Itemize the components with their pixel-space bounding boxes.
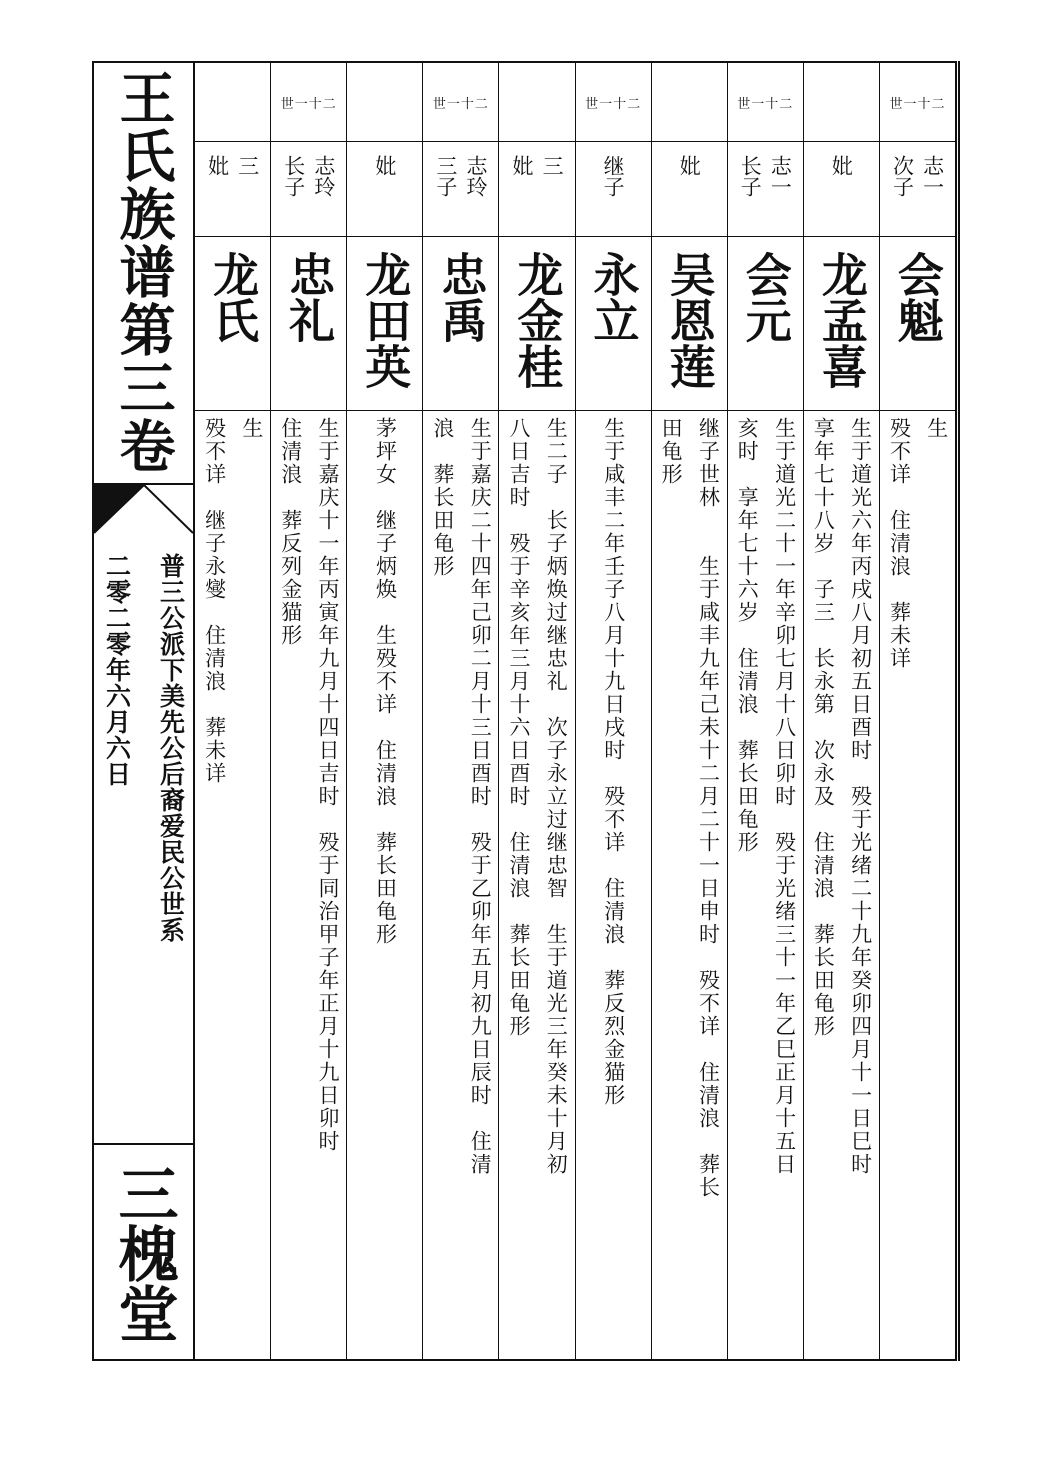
biography-line: 八日吉时 殁于辛亥年三月十六日酉时 住清浪 葬长田龟形: [506, 417, 531, 1038]
relation-text: 妣: [509, 155, 534, 176]
relation-text: 三子: [433, 155, 458, 197]
relation-cell: [271, 141, 346, 237]
person-column: [346, 63, 422, 1359]
biography-line: 生于道光六年丙戌八月初五日酉时 殁于光绪二十九年癸卯四月十一日巳时: [848, 417, 873, 1176]
biography-cell: [271, 411, 346, 1359]
relation-cell: [728, 141, 803, 237]
generation-label: 世一十二: [432, 96, 489, 112]
relation-text: 志一: [768, 155, 793, 197]
name-cell: [880, 237, 955, 411]
biography-cell: [195, 411, 270, 1359]
biography-cell: [499, 411, 574, 1359]
person-name: 吴恩莲: [662, 251, 717, 389]
generation-cell: [499, 63, 574, 142]
biography-line: 浪 葬长田龟形: [430, 417, 455, 578]
relation-cell: [195, 141, 270, 237]
biography-cell: [347, 411, 422, 1359]
biography-line: 亥时 享年七十六岁 住清浪 葬长田龟形: [735, 417, 760, 854]
biography-line: 继子世林 生于咸丰九年己未十二月二十一日申时 殁不详 住清浪 葬长: [696, 417, 721, 1199]
hall-name: 三槐堂: [108, 1163, 179, 1343]
relation-text: 志一: [920, 155, 945, 197]
name-cell: [804, 237, 879, 411]
biography-line: 茅坪女 继子炳焕 生殁不详 住清浪 葬长田龟形: [373, 417, 398, 946]
generation-cell: [576, 63, 651, 142]
generation-label: 世一十二: [737, 96, 794, 112]
generation-cell: [804, 63, 879, 142]
relation-text: 妣: [677, 155, 702, 176]
hall-name-area: [94, 1143, 193, 1361]
relation-cell: [880, 141, 955, 237]
biography-cell: [804, 411, 879, 1359]
compile-date: 二零二零年六月六日: [102, 553, 132, 787]
relation-text: 妣: [372, 155, 397, 176]
relation-text: 三: [235, 155, 260, 176]
biography-line: 住清浪 葬反列金猫形: [278, 417, 303, 647]
generation-label: 世一十二: [889, 96, 946, 112]
relation-text: 长子: [281, 155, 306, 197]
relation-cell: [576, 141, 651, 237]
person-name: 龙孟喜: [814, 251, 869, 389]
generation-cell: [652, 63, 727, 142]
person-column: [422, 63, 498, 1359]
person-column: [270, 63, 346, 1359]
person-column: [575, 63, 651, 1359]
subtitle-area: [94, 543, 193, 1138]
relation-cell: [499, 141, 574, 237]
relation-text: 志玲: [464, 155, 489, 197]
relation-text: 继子: [601, 155, 626, 197]
book-title-area: [94, 63, 193, 483]
biography-cell: [652, 411, 727, 1359]
relation-text: 志玲: [311, 155, 336, 197]
book-title: 王氏族谱第三卷: [110, 69, 177, 475]
generation-cell: [195, 63, 270, 142]
generation-cell: [271, 63, 346, 142]
name-cell: [195, 237, 270, 411]
biography-line: 田龟形: [659, 417, 684, 486]
name-cell: [423, 237, 498, 411]
biography-cell: [728, 411, 803, 1359]
relation-text: 妣: [205, 155, 230, 176]
title-strip: [94, 63, 195, 1359]
person-name: 永立: [586, 251, 641, 343]
biography-line: 生于嘉庆十一年丙寅年九月十四日吉时 殁于同治甲子年正月十九日卯时: [316, 417, 340, 1153]
person-column: [803, 63, 879, 1359]
person-column: [727, 63, 803, 1359]
generation-cell: [423, 63, 498, 142]
relation-cell: [652, 141, 727, 237]
name-cell: [347, 237, 422, 411]
person-column: [498, 63, 574, 1359]
relation-cell: [804, 141, 879, 237]
person-name: 龙田英: [358, 251, 413, 389]
biography-cell: [880, 411, 955, 1359]
person-name: 龙金桂: [510, 251, 565, 389]
relation-text: 三: [540, 155, 565, 176]
person-column: [651, 63, 727, 1359]
fishtail-ornament: [94, 483, 193, 545]
person-name: 会元: [738, 251, 793, 343]
relation-cell: [423, 141, 498, 237]
biography-cell: [576, 411, 651, 1359]
relation-text: 妣: [829, 155, 854, 176]
biography-line: 殁不详 继子永燮 住清浪 葬未详: [202, 417, 227, 785]
generation-label: 世一十二: [280, 96, 337, 112]
person-column: [879, 63, 955, 1359]
person-name: 忠禹: [434, 251, 489, 343]
biography-line: 生: [239, 417, 264, 440]
name-cell: [271, 237, 346, 411]
name-cell: [652, 237, 727, 411]
biography-line: 生于嘉庆二十四年己卯二月十三日酉时 殁于乙卯年五月初九日辰时 住清: [468, 417, 493, 1176]
person-name: 会魁: [890, 251, 945, 343]
relation-text: 长子: [738, 155, 763, 197]
branch-line: 普三公派下美先公后裔爱民公世系: [156, 553, 186, 943]
biography-line: 享年七十八岁 子三 长永第 次永及 住清浪 葬长田龟形: [811, 417, 836, 1038]
biography-cell: [423, 411, 498, 1359]
person-name: 龙氏: [206, 251, 261, 343]
biography-line: 生于道光二十一年辛卯七月十八日卯时 殁于光绪三十一年乙巳正月十五日: [772, 417, 797, 1176]
person-name: 忠礼: [282, 251, 337, 343]
generation-cell: [728, 63, 803, 142]
generation-label: 世一十二: [585, 96, 642, 112]
biography-line: 生于咸丰二年壬子八月十九日戌时 殁不详 住清浪 葬反烈金猫形: [601, 417, 626, 1107]
generation-cell: [880, 63, 955, 142]
generation-cell: [347, 63, 422, 142]
biography-line: 生二子 长子炳焕过继忠礼 次子永立过继忠智 生于道光三年癸未十月初: [544, 417, 569, 1176]
name-cell: [576, 237, 651, 411]
biography-line: 生: [924, 417, 949, 440]
relation-cell: [347, 141, 422, 237]
biography-line: 殁不详 住清浪 葬未详: [887, 417, 912, 670]
fishtail-icon: [94, 485, 193, 545]
name-cell: [499, 237, 574, 411]
name-cell: [728, 237, 803, 411]
genealogy-page: [92, 61, 957, 1361]
person-columns: [195, 63, 955, 1359]
person-column: [195, 63, 270, 1359]
relation-text: 次子: [890, 155, 915, 197]
